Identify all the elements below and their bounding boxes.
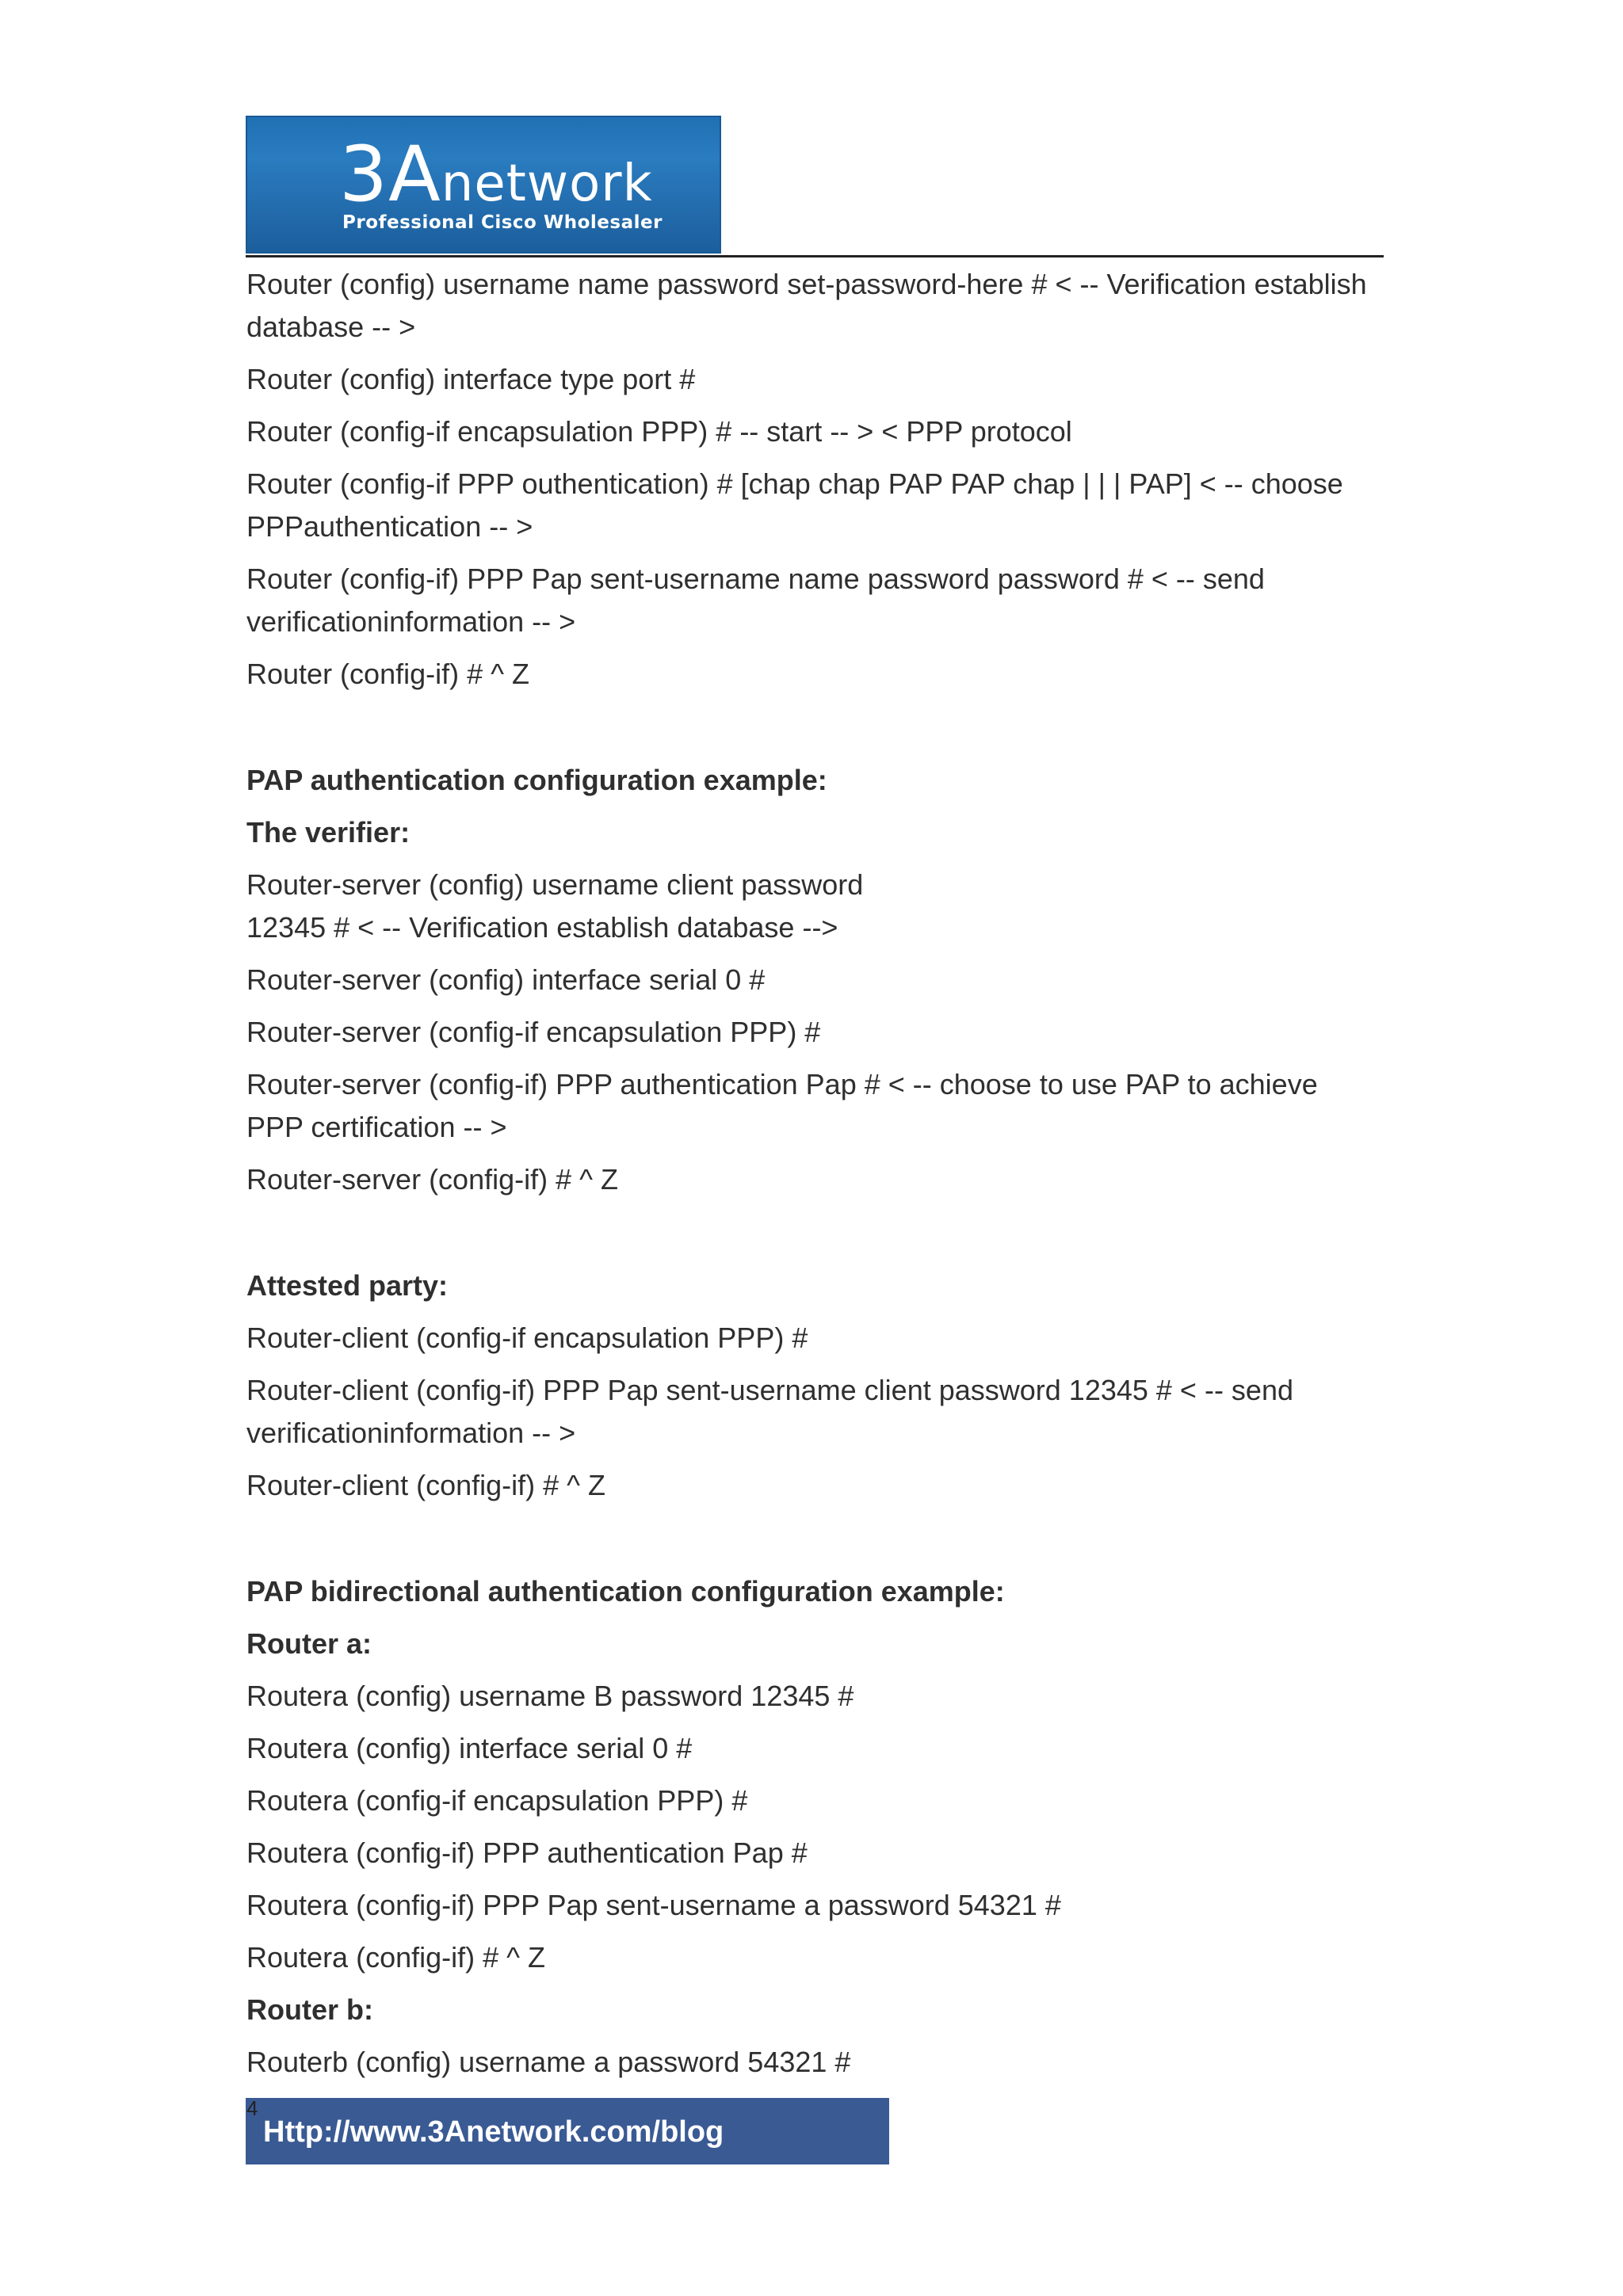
command-line: Router-server (config-if encapsulation PPP) # — [246, 1016, 821, 1048]
command-line: Routera (config-if) PPP Pap sent-username a password 54321 # — [246, 1889, 1061, 1921]
command-line: Routera (config-if) PPP authentication Pap # — [246, 1836, 808, 1869]
command-line: Router-server (config) interface serial 0 # — [246, 963, 766, 996]
command-line: Router (config-if PPP outhentication) # [chap chap PAP PAP chap | | | PAP] < -- choose PPPauthentication -- > — [246, 467, 1343, 543]
command-line: Routera (config-if) # ^ Z — [246, 1941, 546, 1974]
command-line: Router-client (config-if) PPP Pap sent-username client password 12345 # < -- send verificationinformation -- > — [246, 1374, 1293, 1449]
section-heading: Attested party: — [246, 1269, 449, 1302]
footer-url-banner[interactable] — [246, 2098, 889, 2164]
command-line: Routerb (config) username a password 54321 # — [246, 2046, 851, 2078]
section-spacer — [246, 705, 1388, 759]
command-line: Router-client (config-if encapsulation PPP) # — [246, 1322, 808, 1354]
section-heading: Router b: — [246, 1993, 373, 2026]
section-heading: The verifier: — [246, 816, 411, 849]
command-line: Router (config-if encapsulation PPP) # -- start -- > < PPP protocol — [246, 415, 1072, 448]
section-spacer — [246, 1211, 1388, 1264]
command-line: Router-server (config) username client password 12345 # < -- Verification establish database --> — [246, 868, 864, 944]
section-heading: PAP bidirectional authentication configuration example: — [246, 1575, 1005, 1608]
page-number: 4 — [246, 2096, 258, 2120]
command-line: Routera (config) interface serial 0 # — [246, 1732, 693, 1764]
command-line: Routera (config-if encapsulation PPP) # — [246, 1784, 748, 1817]
command-line: Router-server (config-if) PPP authentication Pap # < -- choose to use PAP to achieve PPP certification -- > — [246, 1068, 1318, 1143]
command-line: Routera (config) username B password 12345 # — [246, 1680, 854, 1712]
section-spacer — [246, 1516, 1388, 1570]
document-body — [246, 263, 1388, 2093]
company-logo — [246, 116, 721, 254]
command-line: Router-server (config-if) # ^ Z — [246, 1163, 619, 1196]
section-heading: PAP authentication configuration example: — [246, 764, 827, 796]
command-line: Router-client (config-if) # ^ Z — [246, 1469, 606, 1501]
command-line: Router (config-if) PPP Pap sent-username name password password # < -- send verificationinformation -- > — [246, 563, 1265, 638]
footer-url-link[interactable]: Http://www.3Anetwork.com/blog — [263, 2115, 724, 2149]
logo-wordmark-network: network — [441, 154, 653, 213]
logo-wordmark — [339, 130, 653, 219]
command-line: Router (config) username name password set-password-here # < -- Verification establish database -- > — [246, 268, 1367, 343]
logo-wordmark-3a: 3A — [339, 130, 441, 219]
logo-tagline: Professional Cisco Wholesaler — [342, 212, 663, 233]
header-divider — [246, 255, 1384, 257]
section-heading: Router a: — [246, 1627, 372, 1660]
command-line: Router (config) interface type port # — [246, 363, 696, 395]
command-line: Router (config-if) # ^ Z — [246, 658, 529, 690]
